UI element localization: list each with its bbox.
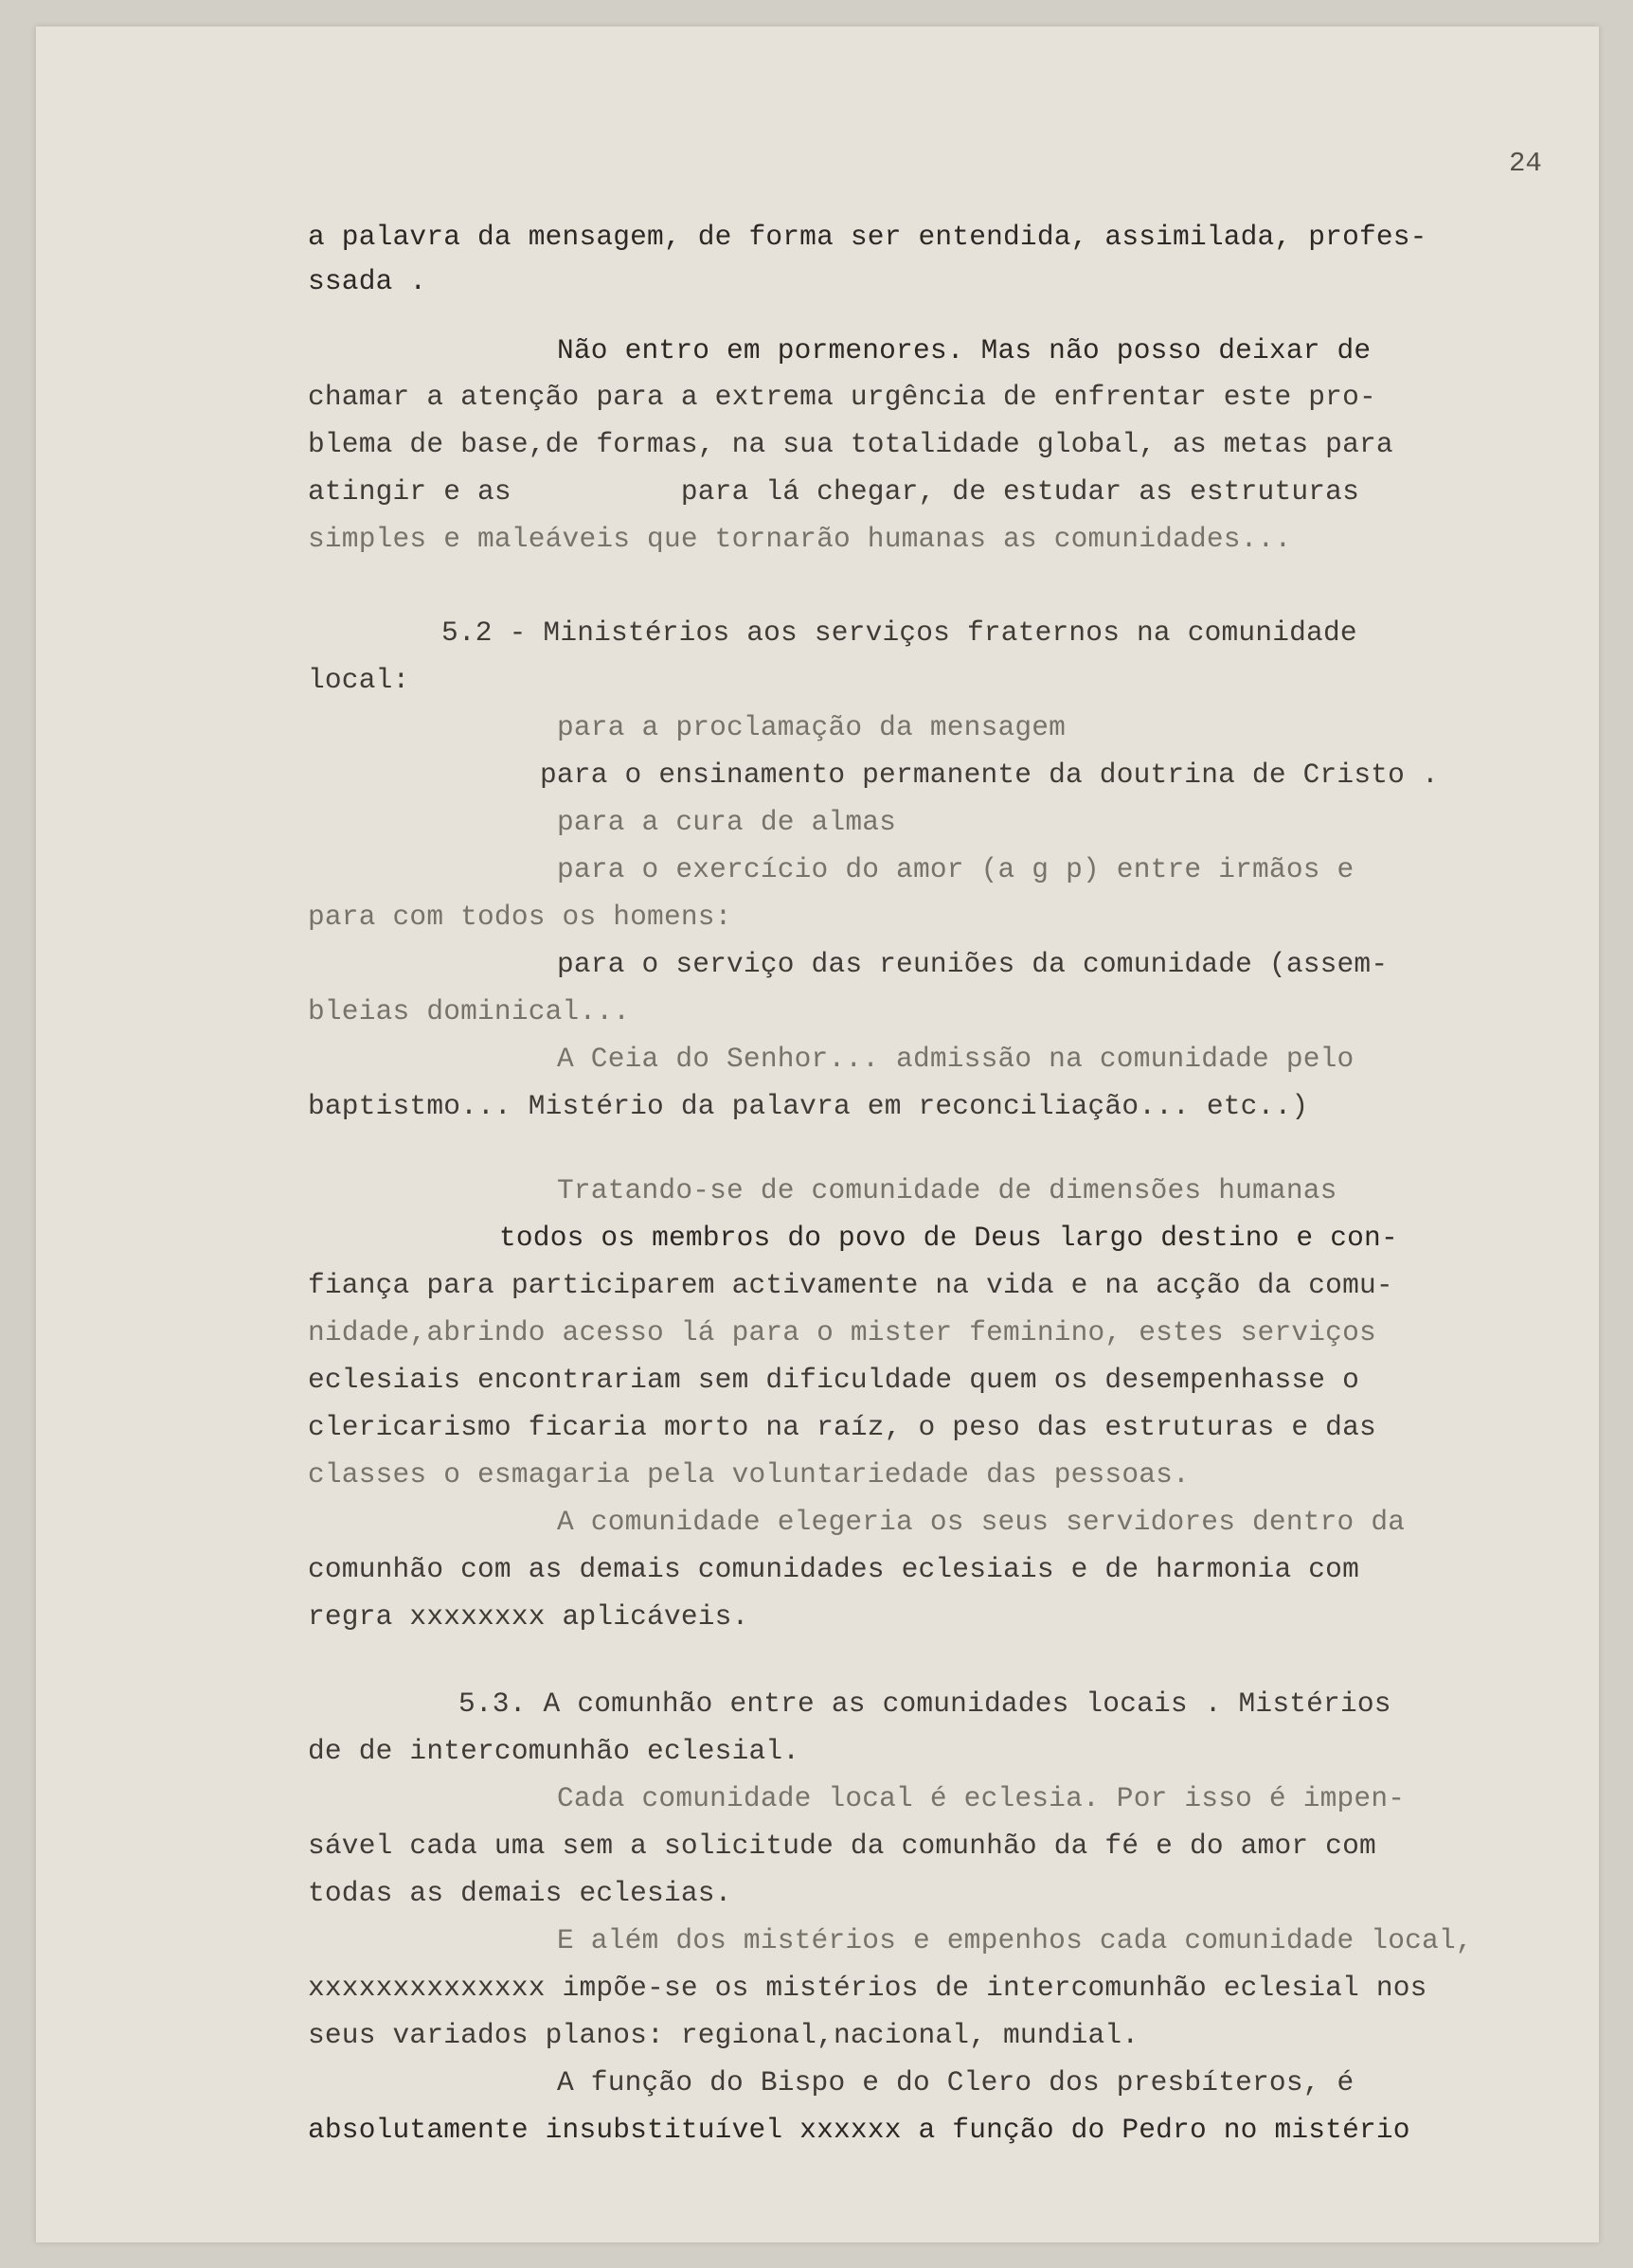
text-line: regra xxxxxxxx aplicáveis. xyxy=(308,1600,749,1633)
text-line: ssada . xyxy=(308,265,427,297)
text-line: xxxxxxxxxxxxxx impõe-se os mistérios de intercomunhão eclesial nos xyxy=(308,1972,1427,2004)
text-line: atingir e as para lá chegar, de estudar as estruturas xyxy=(308,475,1359,508)
text-line: local: xyxy=(308,664,410,696)
text-line: comunhão com as demais comunidades eclesiais e de harmonia com xyxy=(308,1553,1359,1585)
text-line: clericarismo ficaria morto na raíz, o peso das estruturas e das xyxy=(308,1411,1376,1443)
text-line: nidade,abrindo acesso lá para o mister feminino, estes serviços xyxy=(308,1316,1376,1348)
text-line: 5.2 - Ministérios aos serviços fraternos na comunidade xyxy=(441,616,1357,649)
text-line: A comunidade elegeria os seus servidores dentro da xyxy=(557,1506,1406,1538)
text-line: para o serviço das reuniões da comunidade (assem- xyxy=(557,948,1389,980)
text-line: para o ensinamento permanente da doutrina de Cristo . xyxy=(540,759,1439,791)
text-line: de de intercomunhão eclesial. xyxy=(308,1735,800,1767)
text-line: A Ceia do Senhor... admissão na comunidade pelo xyxy=(557,1043,1355,1075)
text-line: blema de base,de formas, na sua totalidade global, as metas para xyxy=(308,428,1393,460)
text-line: E além dos mistérios e empenhos cada comunidade local, xyxy=(557,1924,1473,1956)
text-line: eclesiais encontrariam sem dificuldade quem os desempenhasse o xyxy=(308,1364,1359,1396)
text-line: a palavra da mensagem, de forma ser entendida, assimilada, profes- xyxy=(308,221,1427,253)
text-line: para a cura de almas xyxy=(557,806,897,838)
document-page xyxy=(36,27,1599,2242)
text-line: A função do Bispo e do Clero dos presbíteros, é xyxy=(557,2066,1355,2098)
text-line: sável cada uma sem a solicitude da comunhão da fé e do amor com xyxy=(308,1830,1376,1862)
text-line: seus variados planos: regional,nacional, mundial. xyxy=(308,2019,1140,2051)
text-line: fiança para participarem activamente na vida e na acção da comu- xyxy=(308,1269,1393,1301)
text-line: simples e maleáveis que tornarão humanas as comunidades... xyxy=(308,523,1292,555)
text-line: Tratando-se de comunidade de dimensões humanas xyxy=(557,1174,1337,1206)
text-line: todos os membros do povo de Deus largo destino e con- xyxy=(499,1222,1398,1254)
text-line: classes o esmagaria pela voluntariedade das pessoas. xyxy=(308,1458,1190,1491)
text-line: para o exercício do amor (a g p) entre irmãos e xyxy=(557,853,1355,885)
text-line: todas as demais eclesias. xyxy=(308,1877,732,1909)
text-line: para a proclamação da mensagem xyxy=(557,711,1067,743)
text-line: Cada comunidade local é eclesia. Por isso é impen- xyxy=(557,1782,1406,1814)
page-number: 24 xyxy=(1509,148,1542,179)
text-line: bleias dominical... xyxy=(308,995,631,1027)
text-line: para com todos os homens: xyxy=(308,901,732,933)
text-line: absolutamente insubstituível xxxxxx a função do Pedro no mistério xyxy=(308,2114,1410,2146)
text-line: 5.3. A comunhão entre as comunidades locais . Mistérios xyxy=(458,1688,1391,1720)
text-line: baptistmo... Mistério da palavra em reconciliação... etc..) xyxy=(308,1090,1309,1122)
text-line: Não entro em pormenores. Mas não posso deixar de xyxy=(557,334,1372,366)
text-line: chamar a atenção para a extrema urgência de enfrentar este pro- xyxy=(308,381,1376,413)
